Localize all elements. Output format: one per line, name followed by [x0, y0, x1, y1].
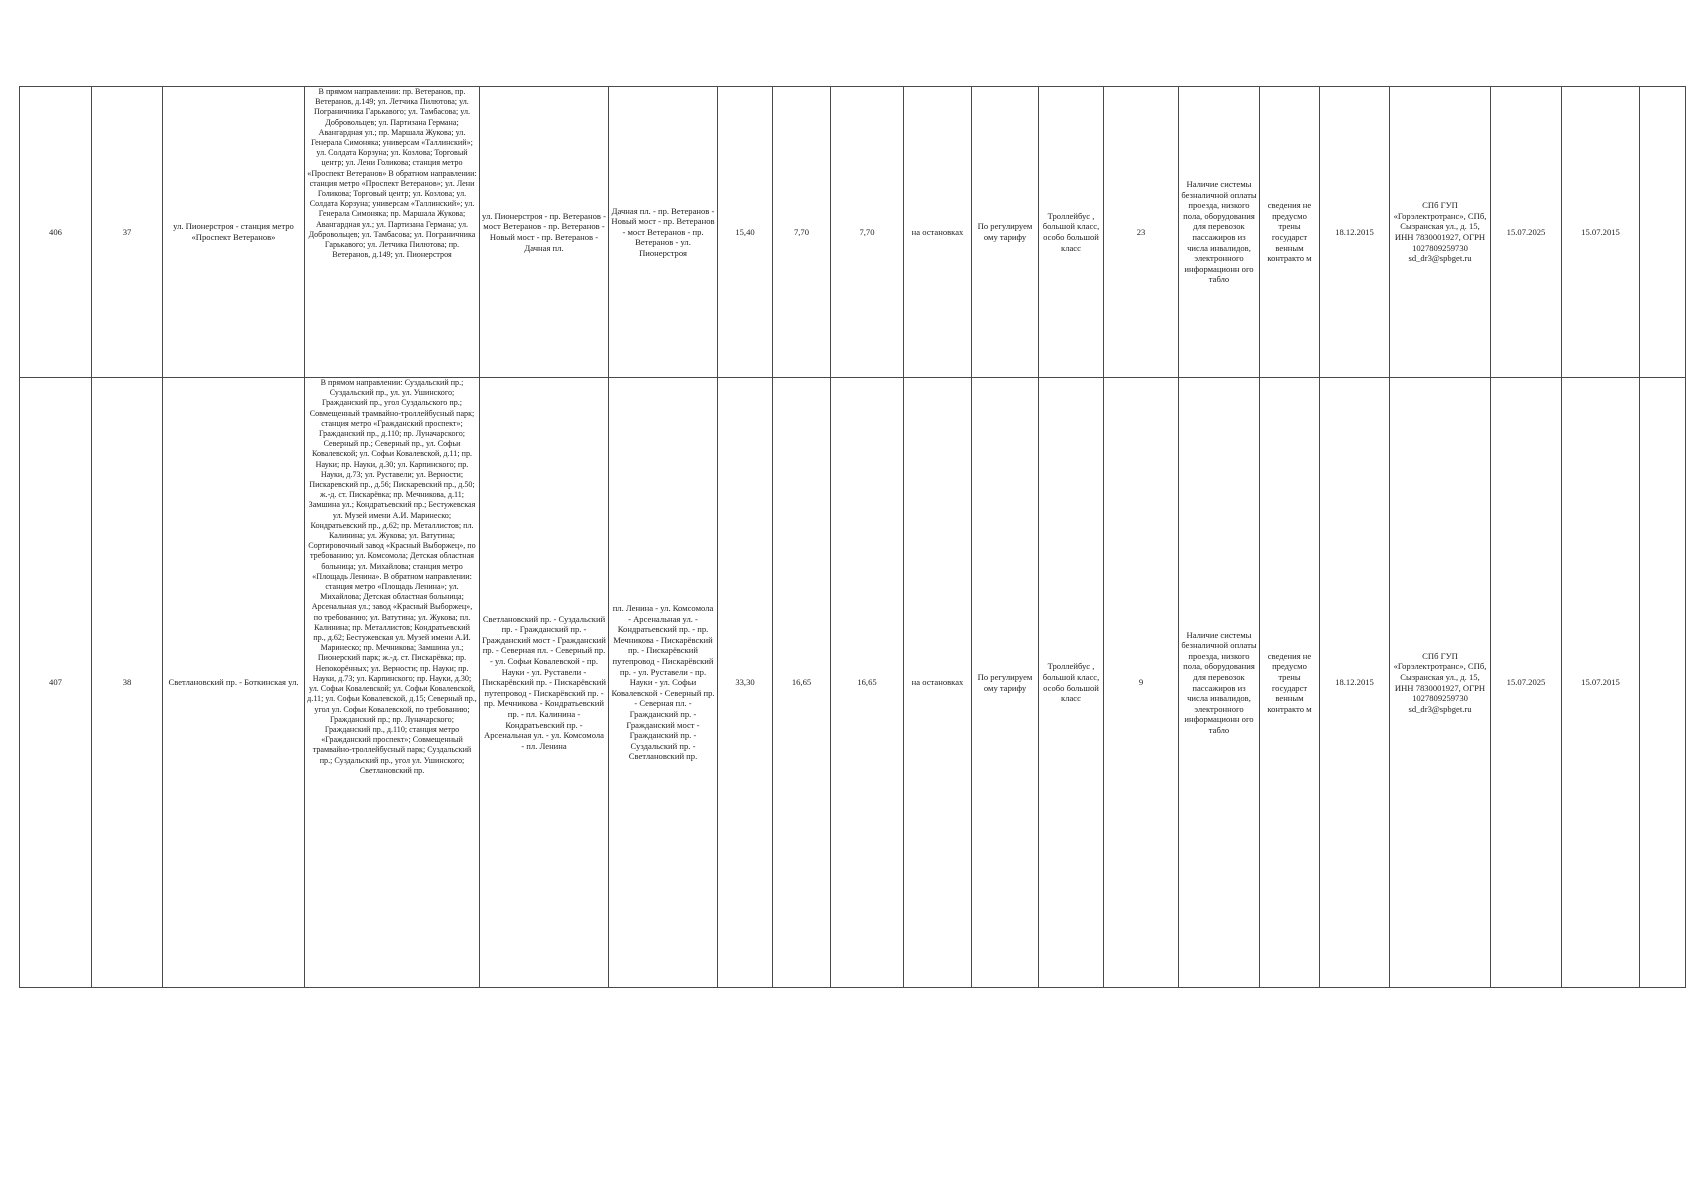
vehicle-count: 23	[1104, 87, 1179, 378]
vehicle-count: 9	[1104, 378, 1179, 988]
routes-register-table	[19, 86, 1686, 988]
contract-info: сведения не предусмо трены государст венным контракто м	[1260, 378, 1320, 988]
date-b: 15.07.2015	[1562, 87, 1640, 378]
date-b: 15.07.2015	[1562, 378, 1640, 988]
streets-backward: пл. Ленина - ул. Комсомола - Арсенальная ул. - Кондратьевский пр. - пр. Мечникова - Пискарёвский пр. - Пискарёвский путепровод - Пискарёвский пр. - ул. Руставели - пр. Науки - ул. Софьи Ковалевской - Северный пр. - Северная пл. - Гражданский пр. - Гражданский мост - Гражданский пр. - Суздальский пр. - Светлановский пр.	[609, 378, 718, 988]
extra-cell	[1640, 87, 1686, 378]
route-length-forward: 7,70	[773, 87, 831, 378]
tariff-type: По регулируем ому тарифу	[972, 87, 1039, 378]
registration-number: 406	[20, 87, 92, 378]
route-number: 38	[92, 378, 163, 988]
contract-info: сведения не предусмо трены государст венным контракто м	[1260, 87, 1320, 378]
route-name: ул. Пионерстроя - станция метро «Проспект Ветеранов»	[163, 87, 305, 378]
route-length-total: 33,30	[718, 378, 773, 988]
stop-order: на остановках	[904, 378, 972, 988]
route-length-total: 15,40	[718, 87, 773, 378]
route-length-backward: 16,65	[831, 378, 904, 988]
route-name: Светлановский пр. - Боткинская ул.	[163, 378, 305, 988]
streets-forward: Светлановский пр. - Суздальский пр. - Гражданский пр. - Гражданский мост - Гражданский пр. - Северная пл. - Северный пр. - ул. Софьи Ковалевской - пр. Науки - ул. Руставели - Пискарёвский пр. - Пискарёвский путепровод - Пискарёвский пр. - пр. Мечникова - Кондратьевский пр. - пл. Калинина - Кондратьевский пр. - Арсенальная ул. - ул. Комсомола - пл. Ленина	[480, 378, 609, 988]
route-length-backward: 7,70	[831, 87, 904, 378]
table-row	[20, 87, 1686, 378]
start-date: 18.12.2015	[1320, 87, 1390, 378]
streets-forward: ул. Пионерстроя - пр. Ветеранов - мост Ветеранов - пр. Ветеранов - Новый мост - пр. Ветеранов - Дачная пл.	[480, 87, 609, 378]
tariff-type: По регулируем ому тарифу	[972, 378, 1039, 988]
registration-number: 407	[20, 378, 92, 988]
extra-cell	[1640, 378, 1686, 988]
carrier-info: СПб ГУП «Горэлектротранс», СПб, Сызранская ул., д. 15, ИНН 7830001927, ОГРН 1027809259730 sd_dr3@spbget.ru	[1390, 87, 1491, 378]
carrier-info: СПб ГУП «Горэлектротранс», СПб, Сызранская ул., д. 15, ИНН 7830001927, ОГРН 1027809259730 sd_dr3@spbget.ru	[1390, 378, 1491, 988]
stop-order: на остановках	[904, 87, 972, 378]
date-a: 15.07.2025	[1491, 87, 1562, 378]
start-date: 18.12.2015	[1320, 378, 1390, 988]
route-length-forward: 16,65	[773, 378, 831, 988]
route-stops: В прямом направлении: Суздальский пр.; Суздальский пр., ул. ул. Ушинского; Гражданский пр., угол Суздальского пр.; Совмещенный трамвайно-троллейбусный парк; станция метро «Гражданский проспект»; Гражданский пр., д.110; пр. Луначарского; Северный пр.; Северный пр., ул. Софьи Ковалевской; ул. Софьи Ковалевской, д.11; пр. Науки; пр. Науки, д.30; ул. Карпинского; пр. Науки, д.73; ул. Руставели; ул. Верности; Пискаревский пр., д.56; Пискаревский пр., д.50; ж.-д. ст. Пискарёвка; пр. Мечникова, д.11; Замшина ул.; Кондратьевский пр.; Бестужевская ул. Музей имени А.И. Маринеско; Кондратьевский пр., д.62; пр. Металлистов; пл. Калинина; ул. Жукова; ул. Ватутина; Сортировочный завод «Красный Выборжец», по требованию; ул. Комсомола; Детская областная больница; ул. Михайлова; станция метро «Площадь Ленина». В обратном направлении: станция метро «Площадь Ленина»; ул. Михайлова; Детская областная больница; Арсенальная ул.; завод «Красный Выборжец», по требованию; ул. Ватутина; ул. Жукова; пл. Калинина; пр. Металлистов; Кондратьевский пр., д.62; Бестужевская ул. Музей имени А.И. Маринеско; пр. Мечникова; Замшина ул.; Пионерский парк; ж.-д. ст. Пискарёвка; пр. Непокорённых; ул. Верности; пр. Науки; пр. Науки, д.73; ул. Карпинского; пр. Науки, д.30; ул. Софьи Ковалевской; ул. Софьи Ковалевской, д.11; ул. Софьи Ковалевской, д.15; Северный пр., угол ул. Софьи Ковалевской, по требованию; Гражданский пр.; пр. Луначарского; Гражданский пр., д.110; станция метро «Гражданский проспект»; Совмещенный трамвайно-троллейбусный парк; Суздальский пр.; Суздальский пр., угол ул. Ушинского; Светлановский пр.	[305, 378, 480, 988]
table-row	[20, 378, 1686, 988]
vehicle-equipment: Наличие системы безналичной оплаты проезда, низкого пола, оборудования для перевозок пассажиров из числа инвалидов, электронного информационн ого табло	[1179, 378, 1260, 988]
date-a: 15.07.2025	[1491, 378, 1562, 988]
streets-backward: Дачная пл. - пр. Ветеранов - Новый мост - пр. Ветеранов - мост Ветеранов - пр. Ветеранов - ул. Пионерстроя	[609, 87, 718, 378]
route-stops: В прямом направлении: пр. Ветеранов, пр. Ветеранов, д.149; ул. Летчика Пилютова; ул. Пограничника Гарькавого; ул. Тамбасова; ул. Добровольцев; ул. Партизана Германа; Авангардная ул.; пр. Маршала Жукова; ул. Генерала Симоняка; универсам «Таллинский»; ул. Солдата Корзуна; ул. Козлова; Торговый центр; ул. Лени Голикова; станция метро «Проспект Ветеранов» В обратном направлении: станция метро «Проспект Ветеранов»; ул. Лени Голикова; Торговый центр; ул. Козлова; ул. Солдата Корзуна; универсам «Таллинский»; ул. Генерала Симоняка; пр. Маршала Жукова; Авангардная ул.; ул. Партизана Германа; ул. Добровольцев; ул. Тамбасова; ул. Пограничника Гарькавого; ул. Летчика Пилютова; пр. Ветеранов, д.149; ул. Пионерстроя	[305, 87, 480, 378]
route-number: 37	[92, 87, 163, 378]
vehicle-class: Троллейбус , большой класс, особо большой класс	[1039, 87, 1104, 378]
vehicle-class: Троллейбус , большой класс, особо большой класс	[1039, 378, 1104, 988]
vehicle-equipment: Наличие системы безналичной оплаты проезда, низкого пола, оборудования для перевозок пассажиров из числа инвалидов, электронного информационн ого табло	[1179, 87, 1260, 378]
